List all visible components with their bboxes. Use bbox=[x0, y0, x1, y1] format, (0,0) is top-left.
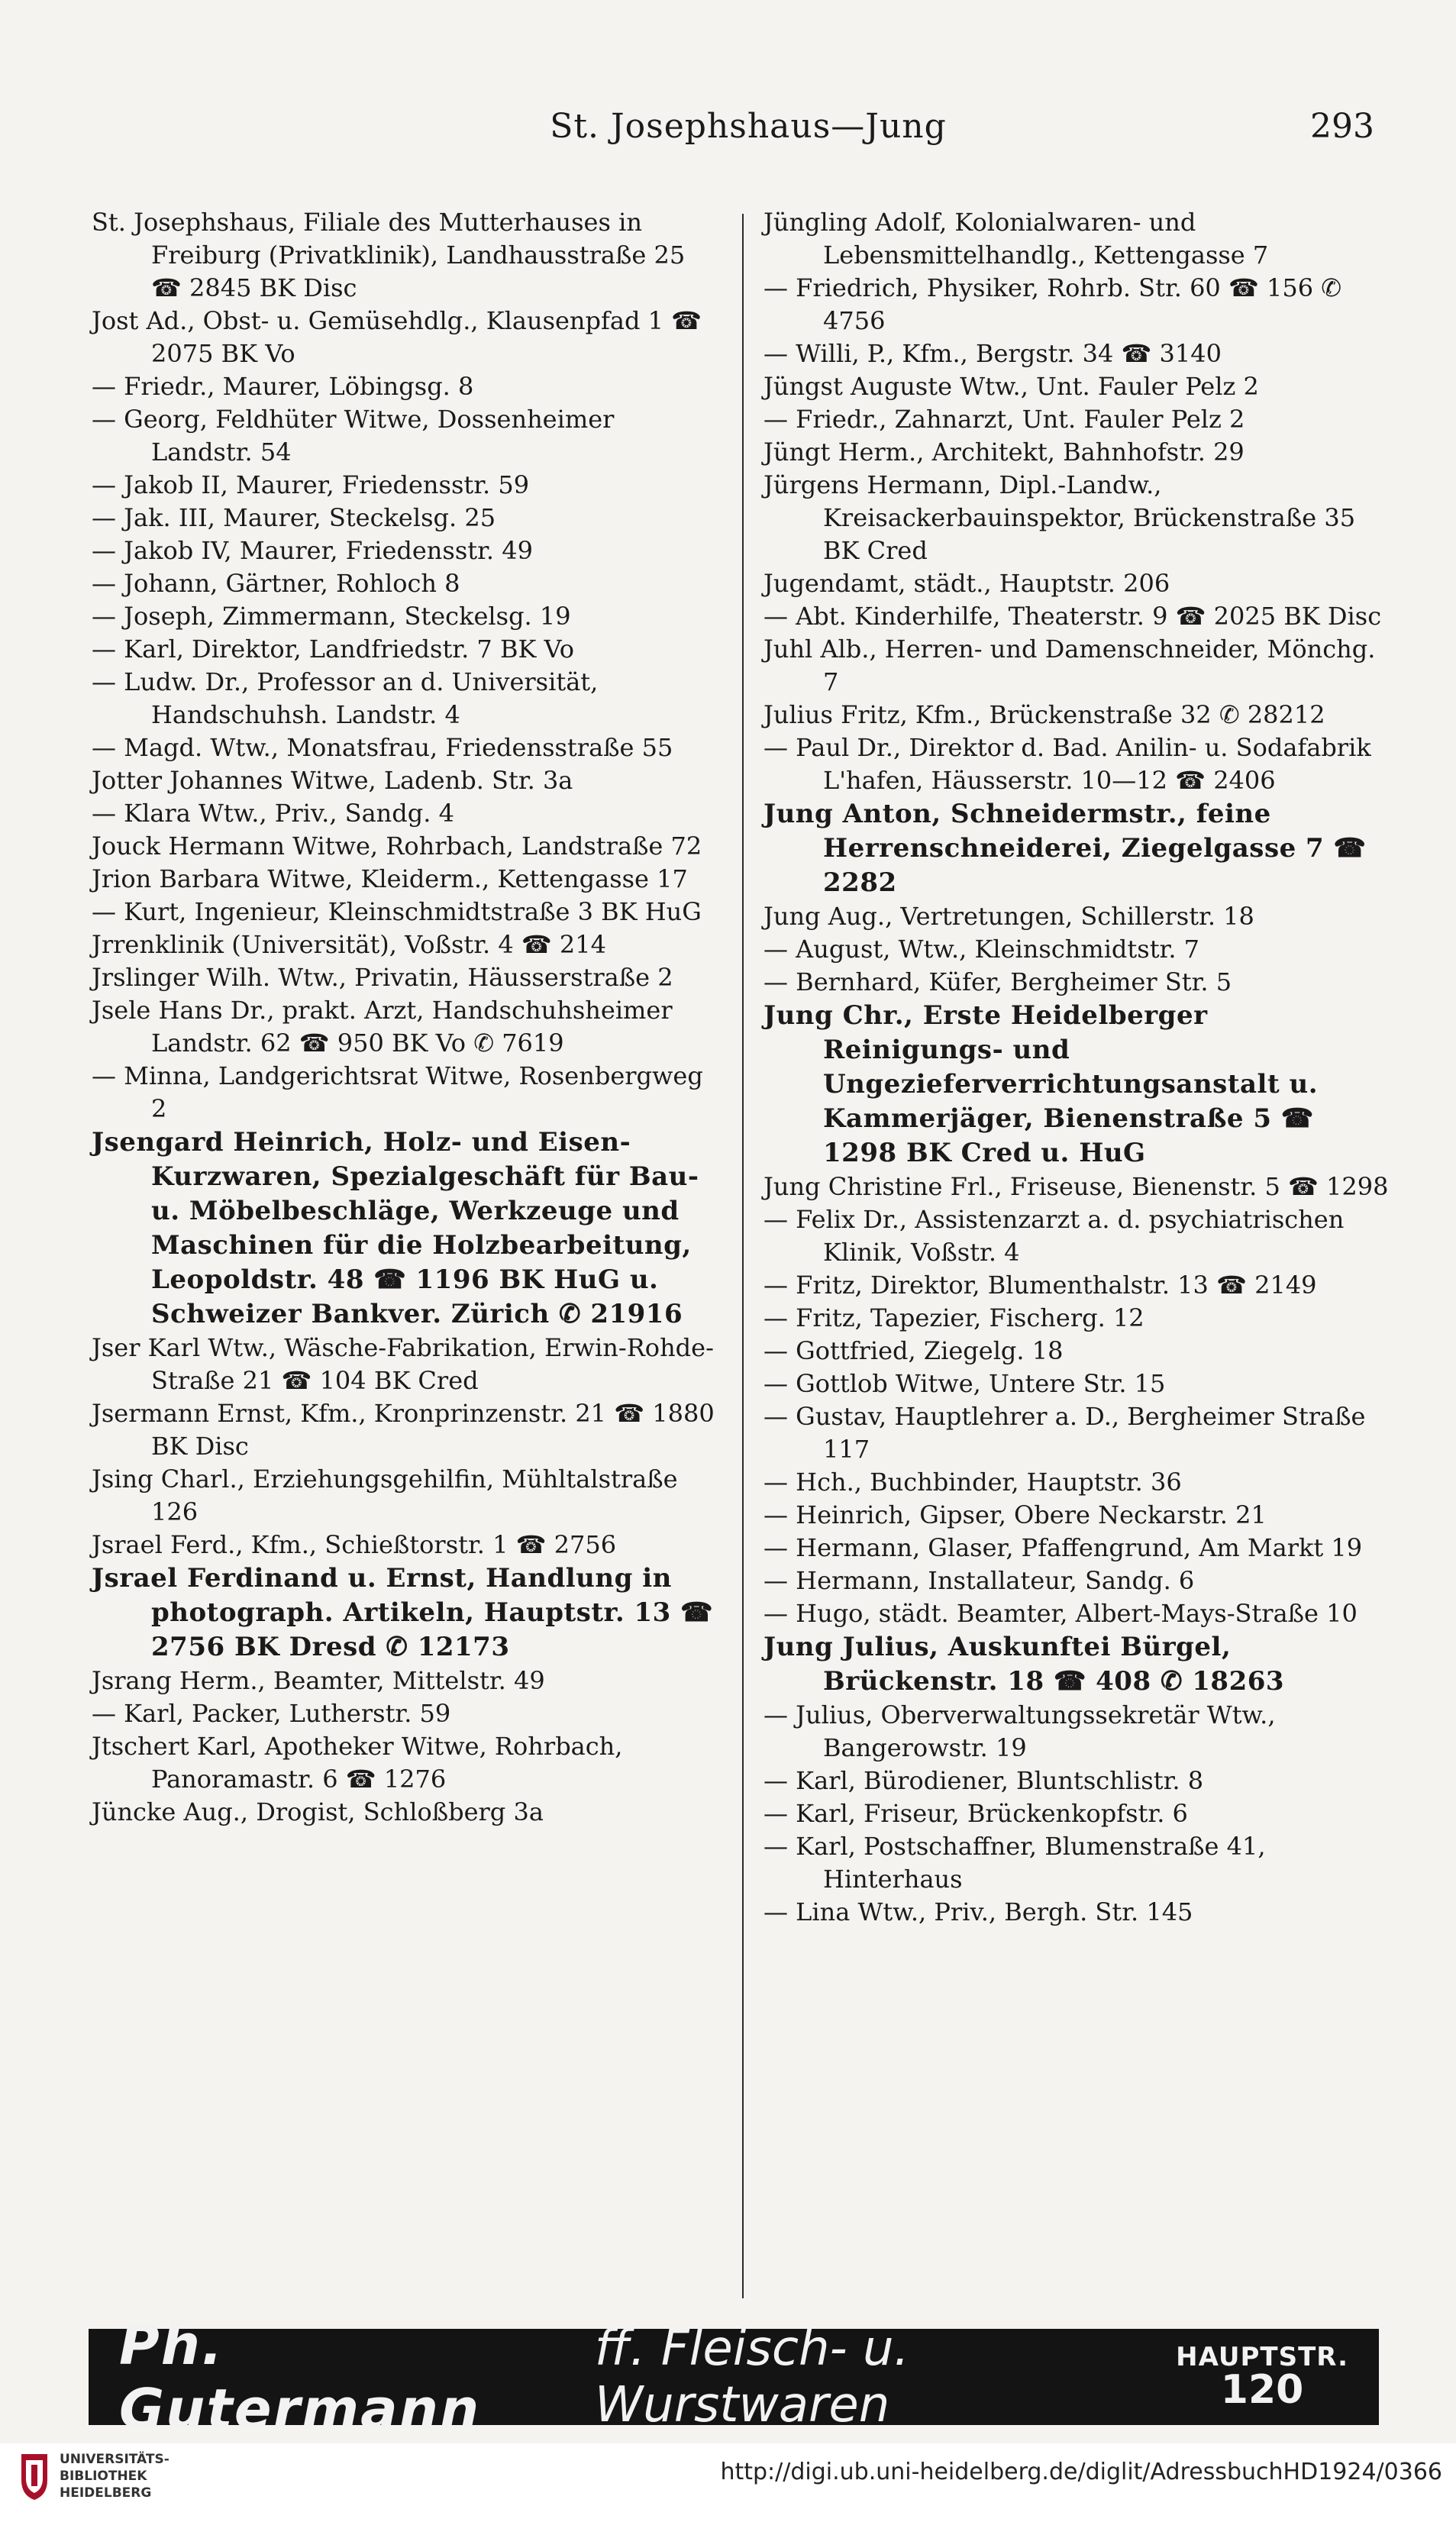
running-head: St. Josephshaus—Jung bbox=[550, 107, 947, 146]
directory-entry: Jüngling Adolf, Kolonialwaren- und Lebensmittelhandlg., Kettengasse 7 bbox=[764, 208, 1269, 270]
library-name-line: HEIDELBERG bbox=[60, 2485, 152, 2501]
directory-entry: — Karl, Bürodiener, Bluntschlistr. 8 bbox=[764, 1766, 1204, 1795]
directory-entry: — Karl, Direktor, Landfriedstr. 7 BK Vo bbox=[92, 635, 574, 664]
directory-entry: Jsermann Ernst, Kfm., Kronprinzenstr. 21 ☎ 1880 BK Disc bbox=[92, 1399, 715, 1461]
directory-entry: St. Josephshaus, Filiale des Mutterhauses in Freiburg (Privatklinik), Landhausstraße 25 ☎ 2845 BK Disc bbox=[92, 208, 686, 302]
library-name-line: UNIVERSITÄTS- bbox=[60, 2452, 169, 2467]
directory-entry: Jung Christine Frl., Friseuse, Bienenstr. 5 ☎ 1298 bbox=[764, 1172, 1389, 1201]
directory-columns bbox=[92, 206, 1405, 2306]
directory-entry: Jsele Hans Dr., prakt. Arzt, Handschuhsheimer Landstr. 62 ☎ 950 BK Vo ✆ 7619 bbox=[92, 996, 673, 1058]
directory-entry: — Kurt, Ingenieur, Kleinschmidtstraße 3 BK HuG bbox=[92, 897, 702, 926]
directory-entry: Jost Ad., Obst- u. Gemüsehdlg., Klausenpfad 1 ☎ 2075 BK Vo bbox=[92, 306, 702, 368]
directory-entry: — Lina Wtw., Priv., Bergh. Str. 145 bbox=[764, 1897, 1193, 1926]
source-url-link[interactable]: http://digi.ub.uni-heidelberg.de/diglit/AdressbuchHD1924/0366 bbox=[720, 2459, 1442, 2485]
directory-entry: — Fritz, Direktor, Blumenthalstr. 13 ☎ 2149 bbox=[764, 1271, 1317, 1300]
directory-entry: — Bernhard, Küfer, Bergheimer Str. 5 bbox=[764, 967, 1232, 996]
directory-entry: Jsrael Ferd., Kfm., Schießtorstr. 1 ☎ 2756 bbox=[92, 1530, 617, 1559]
directory-entry: Jürgens Hermann, Dipl.-Landw., Kreisackerbauinspektor, Brückenstraße 35 BK Cred bbox=[764, 470, 1356, 565]
directory-entry: — Felix Dr., Assistenzarzt a. d. psychiatrischen Klinik, Voßstr. 4 bbox=[764, 1205, 1345, 1267]
directory-entry: — Heinrich, Gipser, Obere Neckarstr. 21 bbox=[764, 1500, 1267, 1529]
directory-entry: — Jakob IV, Maurer, Friedensstr. 49 bbox=[92, 536, 533, 565]
directory-entry: — Abt. Kinderhilfe, Theaterstr. 9 ☎ 2025 BK Disc bbox=[764, 602, 1382, 631]
directory-entry: — Gottlob Witwe, Untere Str. 15 bbox=[764, 1369, 1166, 1398]
directory-entry: Jtschert Karl, Apotheker Witwe, Rohrbach, Panoramastr. 6 ☎ 1276 bbox=[92, 1732, 623, 1794]
column-divider bbox=[742, 214, 744, 2298]
directory-entry: — Friedrich, Physiker, Rohrb. Str. 60 ☎ 156 ✆ 4756 bbox=[764, 273, 1342, 335]
directory-entry: — Willi, P., Kfm., Bergstr. 34 ☎ 3140 bbox=[764, 339, 1222, 368]
directory-entry: Jotter Johannes Witwe, Ladenb. Str. 3a bbox=[92, 766, 573, 795]
directory-entry: Jsing Charl., Erziehungsgehilfin, Mühltalstraße 126 bbox=[92, 1464, 678, 1526]
advertiser-name: Ph. Gutermann bbox=[119, 2313, 481, 2441]
directory-entry: Jung Aug., Vertretungen, Schillerstr. 18 bbox=[764, 902, 1254, 931]
directory-entry: Jung Chr., Erste Heidelberger Reinigungs- und Ungezieferverrichtungsanstalt u. Kammerjäger, Bienenstraße 5 ☎ 1298 BK Cred u. HuG bbox=[764, 1000, 1319, 1168]
directory-entry: Jrion Barbara Witwe, Kleiderm., Kettengasse 17 bbox=[92, 864, 688, 893]
directory-entry: Jser Karl Wtw., Wäsche-Fabrikation, Erwin-Rohde-Straße 21 ☎ 104 BK Cred bbox=[92, 1333, 714, 1395]
directory-entry: — Hermann, Installateur, Sandg. 6 bbox=[764, 1566, 1195, 1595]
directory-entry: — Hermann, Glaser, Pfaffengrund, Am Markt 19 bbox=[764, 1533, 1363, 1562]
directory-entry: — Paul Dr., Direktor d. Bad. Anilin- u. Sodafabrik L'hafen, Häusserstr. 10—12 ☎ 2406 bbox=[764, 733, 1371, 795]
directory-entry: Jsengard Heinrich, Holz- und Eisen-Kurzwaren, Spezialgeschäft für Bau- u. Möbelbeschläge, Werkzeuge und Maschinen für die Holzbearbeitung, Leopoldstr. 48 ☎ 1196 BK HuG u. Schweizer Bankver. Zürich ✆ 21916 bbox=[92, 1127, 699, 1329]
directory-entry: Jüngt Herm., Architekt, Bahnhofstr. 29 bbox=[764, 438, 1245, 467]
directory-entry: — Gustav, Hauptlehrer a. D., Bergheimer Straße 117 bbox=[764, 1402, 1366, 1464]
library-logo bbox=[17, 2449, 169, 2503]
directory-entry: — August, Wtw., Kleinschmidtstr. 7 bbox=[764, 935, 1200, 964]
directory-entry: Jsrang Herm., Beamter, Mittelstr. 49 bbox=[92, 1666, 545, 1695]
directory-entry: — Karl, Friseur, Brückenkopfstr. 6 bbox=[764, 1799, 1188, 1828]
digitization-footer bbox=[0, 2443, 1456, 2535]
directory-entry: — Hugo, städt. Beamter, Albert-Mays-Straße 10 bbox=[764, 1599, 1358, 1628]
left-column bbox=[92, 206, 718, 1829]
advertiser-street: HAUPTSTR. bbox=[1176, 2342, 1348, 2372]
directory-entry: Jüncke Aug., Drogist, Schloßberg 3a bbox=[92, 1797, 544, 1826]
directory-entry: — Ludw. Dr., Professor an d. Universität, Handschuhsh. Landstr. 4 bbox=[92, 667, 599, 729]
directory-entry: — Jakob II, Maurer, Friedensstr. 59 bbox=[92, 470, 530, 499]
directory-entry: — Karl, Packer, Lutherstr. 59 bbox=[92, 1699, 451, 1728]
directory-entry: — Friedr., Zahnarzt, Unt. Fauler Pelz 2 bbox=[764, 405, 1245, 434]
directory-entry: — Jak. III, Maurer, Steckelsg. 25 bbox=[92, 503, 496, 532]
advertiser-address bbox=[1176, 2342, 1348, 2413]
directory-entry: — Magd. Wtw., Monatsfrau, Friedensstraße 55 bbox=[92, 733, 673, 762]
directory-entry: — Gottfried, Ziegelg. 18 bbox=[764, 1336, 1064, 1365]
directory-entry: — Friedr., Maurer, Löbingsg. 8 bbox=[92, 372, 474, 401]
directory-entry: — Julius, Oberverwaltungssekretär Wtw., Bangerowstr. 19 bbox=[764, 1700, 1276, 1762]
right-column bbox=[764, 206, 1390, 1929]
directory-entry: — Johann, Gärtner, Rohloch 8 bbox=[92, 569, 460, 598]
page-header bbox=[92, 107, 1405, 160]
directory-entry: — Karl, Postschaffner, Blumenstraße 41, Hinterhaus bbox=[764, 1832, 1266, 1894]
directory-entry: Jrslinger Wilh. Wtw., Privatin, Häusserstraße 2 bbox=[92, 963, 673, 992]
library-seal-icon bbox=[17, 2449, 52, 2503]
directory-entry: Jsrael Ferdinand u. Ernst, Handlung in photograph. Artikeln, Hauptstr. 13 ☎ 2756 BK Dresd ✆ 12173 bbox=[92, 1563, 714, 1662]
directory-entry: Jugendamt, städt., Hauptstr. 206 bbox=[764, 569, 1170, 598]
advertiser-number: 120 bbox=[1220, 2367, 1304, 2413]
directory-entry: — Fritz, Tapezier, Fischerg. 12 bbox=[764, 1303, 1144, 1332]
directory-entry: — Klara Wtw., Priv., Sandg. 4 bbox=[92, 799, 454, 828]
library-name-line: BIBLIOTHEK bbox=[60, 2469, 147, 2484]
directory-entry: Jung Anton, Schneidermstr., feine Herrenschneiderei, Ziegelgasse 7 ☎ 2282 bbox=[764, 799, 1367, 898]
directory-entry: — Hch., Buchbinder, Hauptstr. 36 bbox=[764, 1468, 1182, 1497]
directory-entry: Jrrenklinik (Universität), Voßstr. 4 ☎ 214 bbox=[92, 930, 606, 959]
directory-entry: Julius Fritz, Kfm., Brückenstraße 32 ✆ 28212 bbox=[764, 700, 1325, 729]
directory-entry: Juhl Alb., Herren- und Damenschneider, Mönchg. 7 bbox=[764, 635, 1376, 696]
advertisement-banner bbox=[89, 2313, 1379, 2441]
directory-entry: Jüngst Auguste Wtw., Unt. Fauler Pelz 2 bbox=[764, 372, 1259, 401]
directory-entry: — Minna, Landgerichtsrat Witwe, Rosenbergweg 2 bbox=[92, 1061, 703, 1123]
directory-entry: — Georg, Feldhüter Witwe, Dossenheimer Landstr. 54 bbox=[92, 405, 615, 467]
advertiser-trade: ff. Fleisch- u. Wurstwaren bbox=[594, 2320, 909, 2433]
directory-entry: — Joseph, Zimmermann, Steckelsg. 19 bbox=[92, 602, 571, 631]
page-number: 293 bbox=[1310, 107, 1374, 146]
directory-entry: Jung Julius, Auskunftei Bürgel, Brückenstr. 18 ☎ 408 ✆ 18263 bbox=[764, 1632, 1285, 1697]
library-name bbox=[60, 2451, 169, 2501]
directory-entry: Jouck Hermann Witwe, Rohrbach, Landstraße 72 bbox=[92, 832, 702, 861]
